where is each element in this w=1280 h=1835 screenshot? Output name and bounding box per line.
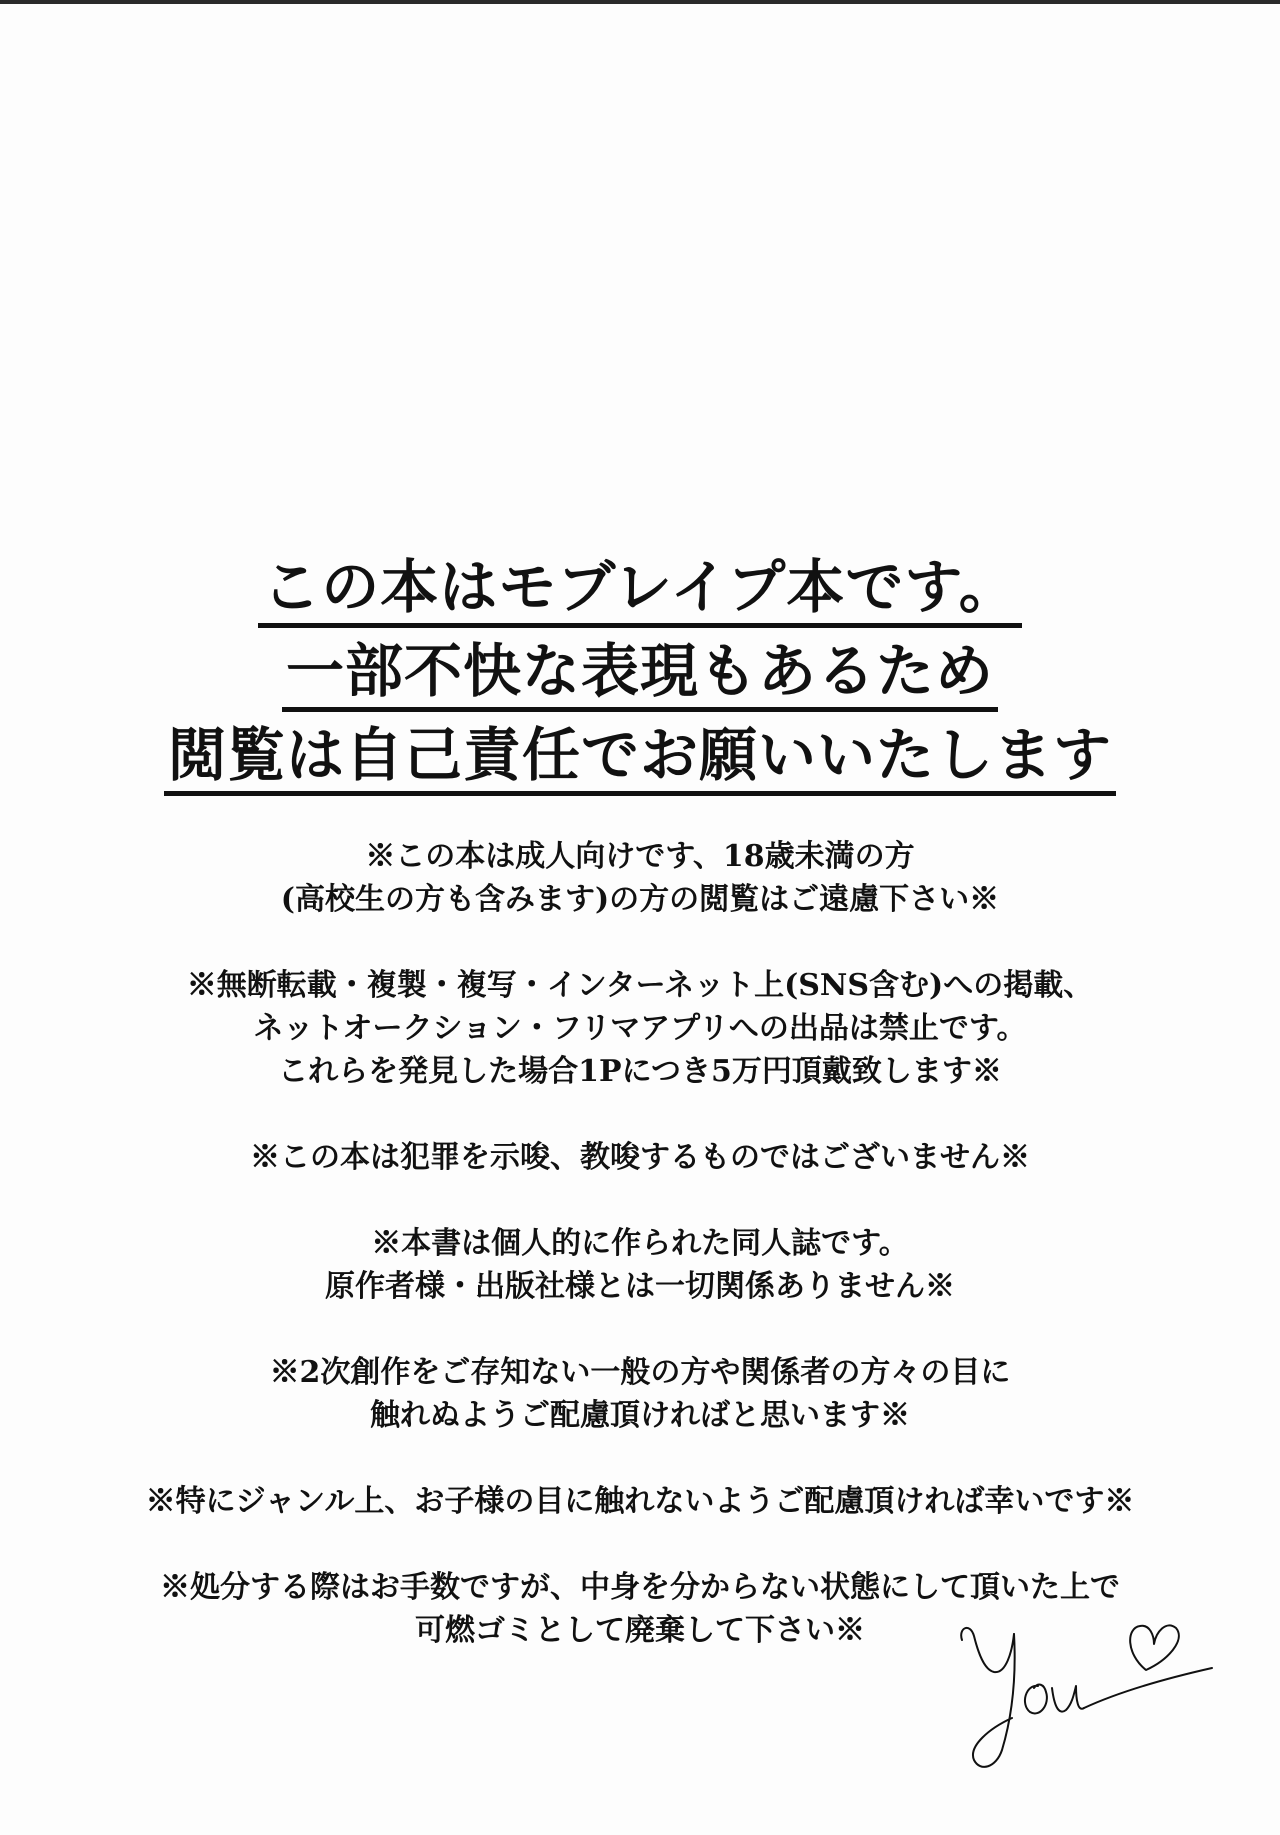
notice-public-consideration: ※2次創作をご存知ない一般の方や関係者の方々の目に 触れぬようご配慮頂ければと思います※ bbox=[269, 1355, 1011, 1433]
warning-heading bbox=[0, 545, 1280, 797]
notice-no-crime-endorsement: ※この本は犯罪を示唆、教唆するものではございません※ bbox=[250, 1140, 1030, 1175]
heading-line: 一部不快な表現もあるため bbox=[0, 629, 1280, 713]
notice-doujinshi-disclaimer: ※本書は個人的に作られた同人誌です。 原作者様・出版社様とは一切関係ありません※ bbox=[325, 1226, 955, 1304]
notice-no-reproduction: ※無断転載・複製・複写・インターネット上(SNS含む)への掲載、 ネットオークション・フリマアプリへの出品は禁止です。 これらを発見した場合1Pにつき5万円頂戴致します※ bbox=[186, 968, 1094, 1089]
heading-line: この本はモブレイプ本です。 bbox=[0, 545, 1280, 629]
notice-list bbox=[0, 835, 1280, 1695]
top-border-line bbox=[0, 0, 1280, 4]
notice-disposal: ※処分する際はお手数ですが、中身を分からない状態にして頂いた上で 可燃ゴミとして廃棄して下さい※ bbox=[160, 1570, 1120, 1648]
notice-adult-only: ※この本は成人向けです、18歳未満の方 (高校生の方も含みます)の方の閲覧はご遠慮下さい※ bbox=[280, 839, 1000, 917]
handwritten-signature bbox=[950, 1600, 1220, 1780]
notice-children-consideration: ※特にジャンル上、お子様の目に触れないようご配慮頂ければ幸いです※ bbox=[145, 1484, 1135, 1519]
heading-line: 閲覧は自己責任でお願いいたします bbox=[0, 713, 1280, 797]
